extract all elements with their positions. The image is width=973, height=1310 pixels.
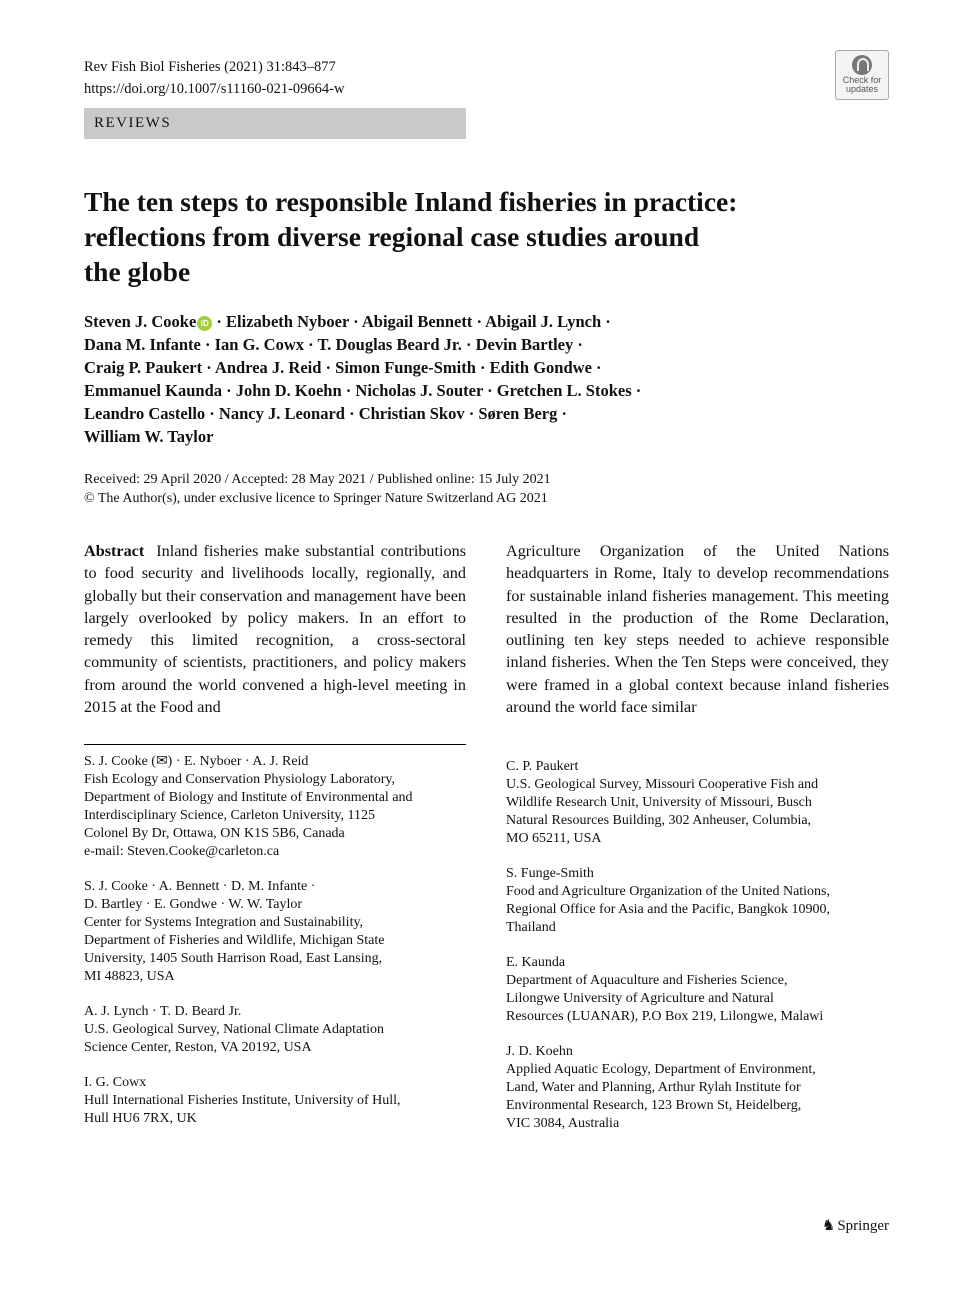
springer-horse-icon: ♞ bbox=[821, 1218, 836, 1234]
affiliation-block bbox=[84, 753, 466, 861]
affiliation-line: University, 1405 South Harrison Road, East Lansing, bbox=[84, 951, 383, 966]
affiliation-line: J. D. Koehn bbox=[506, 1044, 573, 1059]
affiliation-line: Department of Aquaculture and Fisheries Science, bbox=[506, 973, 788, 988]
affiliation-line: Environmental Research, 123 Brown St, Heidelberg, bbox=[506, 1098, 802, 1113]
footnote-divider bbox=[84, 744, 466, 745]
abstract-left-column bbox=[84, 540, 466, 718]
affiliation-line: VIC 3084, Australia bbox=[506, 1116, 620, 1131]
publisher-logo bbox=[822, 1216, 889, 1235]
affiliation-line: Fish Ecology and Conservation Physiology Laboratory, bbox=[84, 772, 395, 787]
affiliation-line: U.S. Geological Survey, National Climate Adaptation bbox=[84, 1022, 385, 1037]
author-name: Steven J. Cooke bbox=[84, 312, 197, 331]
affiliation-line: Science Center, Reston, VA 20192, USA bbox=[84, 1040, 312, 1055]
title-line-1: The ten steps to responsible Inland fisheries in practice: bbox=[84, 186, 738, 217]
crossmark-icon bbox=[852, 55, 872, 75]
affiliation-block bbox=[84, 1074, 466, 1128]
affiliation-line: Lilongwe University of Agriculture and Natural bbox=[506, 991, 774, 1006]
title-line-3: the globe bbox=[84, 256, 191, 287]
publisher-name: Springer bbox=[837, 1218, 889, 1234]
author-list bbox=[84, 310, 744, 448]
affiliation-line: Regional Office for Asia and the Pacific, Bangkok 10900, bbox=[506, 902, 830, 917]
affiliation-line: MO 65211, USA bbox=[506, 831, 602, 846]
affiliation-line: S. J. Cooke · A. Bennett · D. M. Infante · bbox=[84, 879, 316, 894]
author-line: Craig P. Paukert · Andrea J. Reid · Simon Funge-Smith · Edith Gondwe · bbox=[84, 358, 602, 377]
author-line: William W. Taylor bbox=[84, 427, 214, 446]
publication-dates bbox=[84, 470, 784, 508]
affiliation-block bbox=[84, 1003, 466, 1057]
affiliation-line: Resources (LUANAR), P.O Box 219, Lilongwe, Malawi bbox=[506, 1009, 824, 1024]
orcid-icon[interactable]: iD bbox=[197, 316, 212, 331]
author-names: · Elizabeth Nyboer · Abigail Bennett · Abigail J. Lynch · bbox=[212, 312, 611, 331]
author-line bbox=[84, 310, 744, 333]
abstract-heading: Abstract bbox=[84, 542, 145, 560]
crossmark-label-2: updates bbox=[845, 84, 879, 94]
affiliation-line: Department of Biology and Institute of Environmental and bbox=[84, 790, 413, 805]
affiliation-line: E. Kaunda bbox=[506, 955, 566, 970]
affiliation-line: S. Funge-Smith bbox=[506, 866, 594, 881]
affiliation-line: Land, Water and Planning, Arthur Rylah Institute for bbox=[506, 1080, 801, 1095]
affiliation-block bbox=[506, 758, 889, 848]
author-line: Leandro Castello · Nancy J. Leonard · Christian Skov · Søren Berg · bbox=[84, 404, 567, 423]
crossmark-label-1: Check for bbox=[842, 75, 882, 85]
check-for-updates-badge[interactable] bbox=[835, 50, 889, 100]
affiliations-left bbox=[84, 753, 466, 1145]
journal-citation: Rev Fish Biol Fisheries (2021) 31:843–877 bbox=[84, 59, 336, 75]
affiliation-line: e-mail: Steven.Cooke@carleton.ca bbox=[84, 844, 280, 859]
affiliation-line: A. J. Lynch · T. D. Beard Jr. bbox=[84, 1004, 242, 1019]
affiliation-line: C. P. Paukert bbox=[506, 759, 579, 774]
affiliation-line: MI 48823, USA bbox=[84, 969, 175, 984]
affiliation-line: Thailand bbox=[506, 920, 556, 935]
dates-line: Received: 29 April 2020 / Accepted: 28 May 2021 / Published online: 15 July 2021 bbox=[84, 472, 551, 487]
author-line: Dana M. Infante · Ian G. Cowx · T. Douglas Beard Jr. · Devin Bartley · bbox=[84, 335, 583, 354]
copyright-line: © The Author(s), under exclusive licence to Springer Nature Switzerland AG 2021 bbox=[84, 491, 548, 506]
affiliation-block bbox=[84, 878, 466, 986]
affiliation-line: D. Bartley · E. Gondwe · W. W. Taylor bbox=[84, 897, 303, 912]
title-line-2: reflections from diverse regional case studies around bbox=[84, 221, 700, 252]
affiliation-line: S. J. Cooke (✉) · E. Nyboer · A. J. Reid bbox=[84, 754, 309, 769]
affiliation-line: Interdisciplinary Science, Carleton University, 1125 bbox=[84, 808, 375, 823]
affiliation-line: Natural Resources Building, 302 Anheuser, Columbia, bbox=[506, 813, 812, 828]
affiliation-line: Colonel By Dr, Ottawa, ON K1S 5B6, Canada bbox=[84, 826, 345, 841]
abstract-right-column bbox=[506, 540, 889, 718]
affiliation-block bbox=[506, 1043, 889, 1133]
affiliation-line: Hull International Fisheries Institute, University of Hull, bbox=[84, 1093, 401, 1108]
affiliation-line: I. G. Cowx bbox=[84, 1075, 147, 1090]
author-line: Emmanuel Kaunda · John D. Koehn · Nicholas J. Souter · Gretchen L. Stokes · bbox=[84, 381, 642, 400]
affiliations-right bbox=[506, 758, 889, 1150]
doi-link[interactable]: https://doi.org/10.1007/s11160-021-09664-w bbox=[84, 81, 345, 97]
affiliation-line: U.S. Geological Survey, Missouri Cooperative Fish and bbox=[506, 777, 819, 792]
affiliation-line: Wildlife Research Unit, University of Missouri, Busch bbox=[506, 795, 812, 810]
affiliation-line: Hull HU6 7RX, UK bbox=[84, 1111, 197, 1126]
affiliation-line: Food and Agriculture Organization of the United Nations, bbox=[506, 884, 831, 899]
abstract-text-left: Inland fisheries make substantial contributions to food security and livelihoods locally, regionally, and globally but their conservation and management have been largely overlooked by policy makers. In an effort to remedy this limited recognition, a cross-sectoral community of scientists, practitioners, and policy makers from around the world convened a high-level meeting in 2015 at the Food and bbox=[84, 542, 466, 717]
affiliation-block bbox=[506, 865, 889, 937]
abstract-text-right: Agriculture Organization of the United Nations headquarters in Rome, Italy to develop recommendations for sustainable inland fisheries management. This meeting resulted in the production of the Rome Declaration, outlining ten key steps needed to achieve responsible inland fisheries. When the Ten Steps were conceived, they were framed in a global context because inland fisheries around the world face similar bbox=[506, 542, 889, 717]
article-title bbox=[84, 184, 804, 289]
affiliation-line: Department of Fisheries and Wildlife, Michigan State bbox=[84, 933, 385, 948]
affiliation-line: Applied Aquatic Ecology, Department of Environment, bbox=[506, 1062, 816, 1077]
affiliation-block bbox=[506, 954, 889, 1026]
section-label: REVIEWS bbox=[84, 108, 466, 139]
affiliation-line: Center for Systems Integration and Sustainability, bbox=[84, 915, 364, 930]
